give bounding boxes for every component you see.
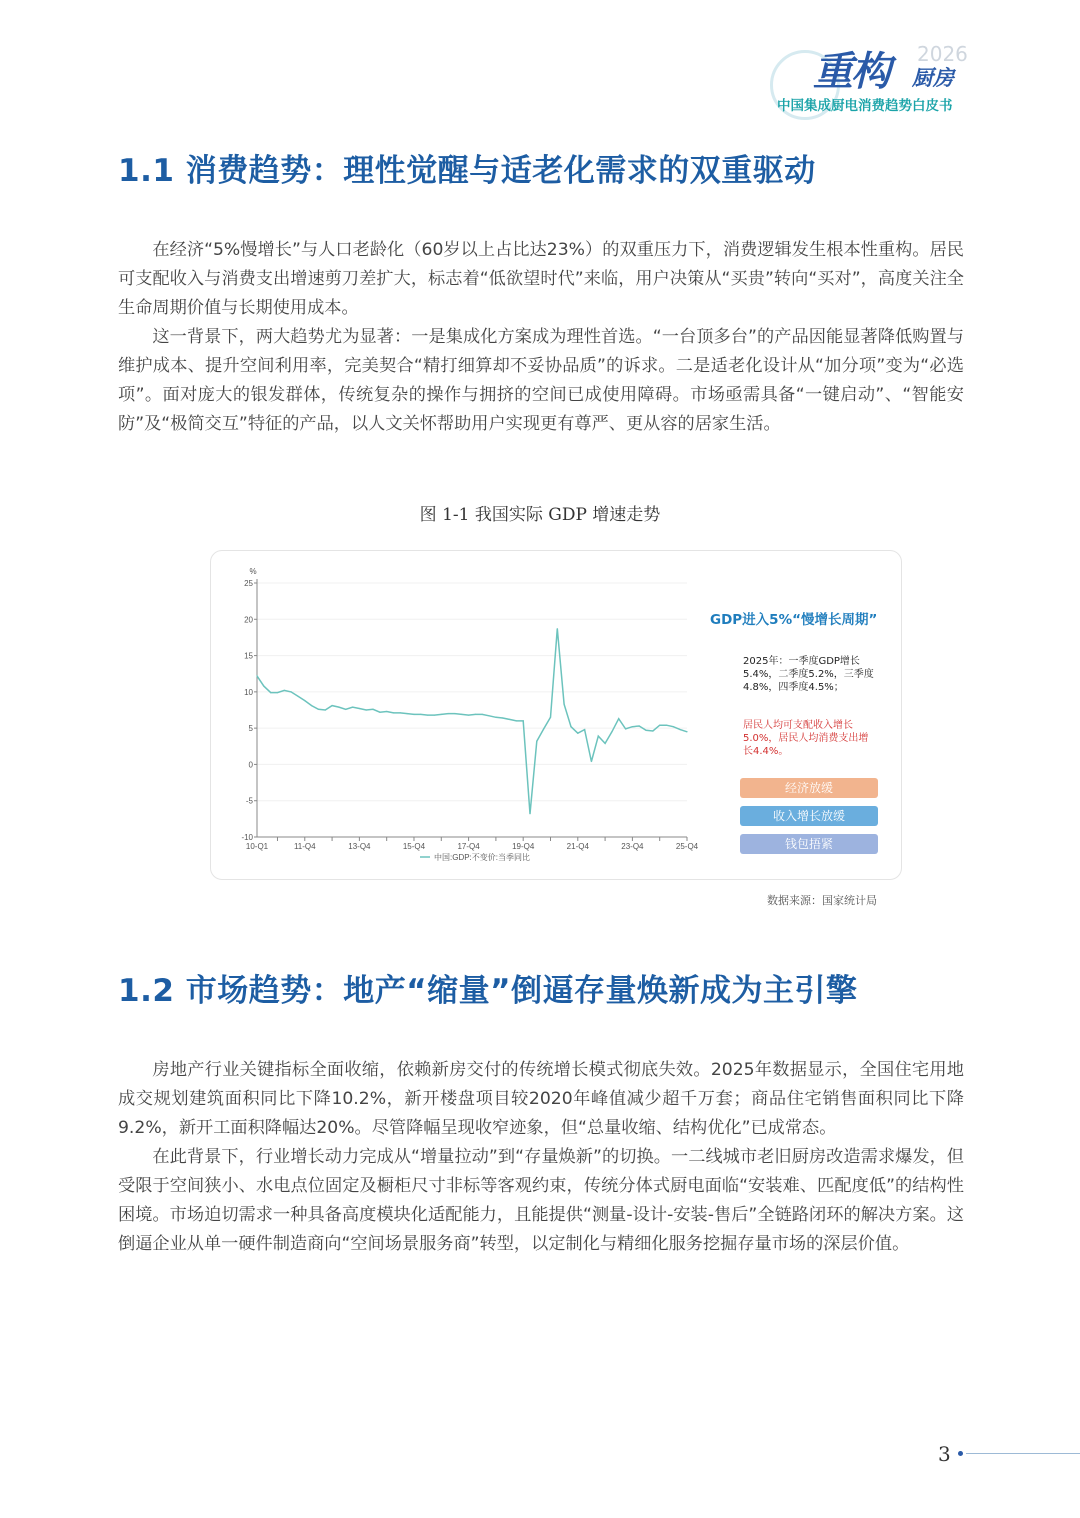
x-tick-label: 25-Q4 — [675, 842, 699, 851]
logo-title-small: 厨房 — [912, 66, 954, 90]
data-point — [345, 709, 346, 710]
data-point — [427, 714, 428, 715]
page-footer-line — [966, 1453, 1080, 1454]
data-point — [488, 715, 489, 716]
x-tick-label: 15-Q4 — [402, 842, 426, 851]
data-source: 数据来源：国家统计局 — [767, 894, 877, 907]
gdp-series-line — [257, 629, 687, 814]
data-point — [454, 713, 455, 714]
x-tick-label: 21-Q4 — [566, 842, 589, 851]
data-point — [618, 718, 619, 719]
data-point — [291, 691, 292, 692]
section-heading-1-1: 1.1 消费趋势：理性觉醒与适老化需求的双重驱动 — [118, 153, 816, 189]
data-point — [495, 717, 496, 718]
data-point — [639, 725, 640, 726]
data-point — [543, 728, 544, 729]
data-point — [441, 714, 442, 715]
data-point — [570, 726, 571, 727]
paragraph: 在此背景下，行业增长动力完成从“增量拉动”到“存量焕新”的切换。一二线城市老旧厨房改造需求爆发，但受限于空间狭小、水电点位固定及橱柜尺寸非标等客观约束，传统分体式厨电面临“安装难、匹配度低”的结构性困境。市场迫切需求一种具备高度模块化适配能力，且能提供“测量-设计-安装-售后”全链路闭环的解决方案。这倒逼企业从单一硬件制造商向“空间场景服务商”转型，以定制化与精细化服务挖掘存量市场的深层价值。 — [118, 1147, 964, 1254]
data-point — [502, 717, 503, 718]
data-point — [448, 713, 449, 714]
data-point — [338, 706, 339, 707]
x-tick-label: 11-Q4 — [293, 842, 316, 851]
logo-title: 重构 — [813, 49, 889, 95]
data-point — [331, 705, 332, 706]
data-point — [284, 690, 285, 691]
data-point — [584, 729, 585, 730]
data-point — [536, 741, 537, 742]
gdp-2025-note: 2025年：一季度GDP增长5.4%，二季度5.2%，三季度4.8%，四季度4.5%； — [743, 656, 874, 693]
data-point — [625, 728, 626, 729]
paragraph: 在经济“5%慢增长”与人口老龄化（60岁以上占比达23%）的双重压力下，消费逻辑发生根本性重构。居民可支配收入与消费支出增速剪刀差扩大，标志着“低欲望时代”来临，用户决策从“买贵”转向“买对”，高度关注全生命周期价值与长期使用成本。 — [118, 240, 964, 318]
section-heading-1-2: 1.2 市场趋势：地产“缩量”倒逼存量焕新成为主引擎 — [118, 973, 858, 1009]
data-point — [311, 705, 312, 706]
data-point — [680, 729, 681, 730]
data-point — [475, 714, 476, 715]
data-point — [400, 712, 401, 713]
paragraph: 这一背景下，两大趋势尤为显著：一是集成化方案成为理性首选。“一台顶多台”的产品因能显著降低购置与维护成本、提升空间利用率，完美契合“精打细算却不妥协品质”的诉求。二是适老化设计从“加分项”变为“必选项”。面对庞大的银发群体，传统复杂的操作与拥挤的空间已成使用障碍。市场亟需具备“一键启动”、“智能安防”及“极简交互”特征的产品，以人文关怀帮助用户实现更有尊严、更从容的居家生活。 — [118, 327, 964, 434]
data-point — [482, 714, 483, 715]
data-point — [598, 736, 599, 737]
data-point — [509, 719, 510, 720]
income-note: 居民人均可支配收入增长5.0%，居民人均消费支出增长4.4%。 — [743, 720, 869, 757]
data-point — [529, 813, 530, 814]
y-tick-label: 20 — [244, 615, 253, 625]
data-point — [673, 726, 674, 727]
data-point — [325, 709, 326, 710]
figure-title: 图 1-1 我国实际 GDP 增速走势 — [419, 505, 661, 525]
data-point — [666, 725, 667, 726]
y-tick-label: -10 — [241, 833, 253, 842]
logo-year: 2026 — [917, 42, 968, 66]
data-point — [659, 725, 660, 726]
data-point — [372, 709, 373, 710]
data-point — [277, 692, 278, 693]
data-point — [393, 712, 394, 713]
data-point — [359, 708, 360, 709]
data-point — [366, 709, 367, 710]
legend-label: 中国:GDP:不变价:当季同比 — [434, 853, 531, 862]
section-1-2-body — [118, 1056, 964, 1259]
x-tick-label: 19-Q4 — [512, 842, 535, 851]
data-point — [564, 704, 565, 705]
y-tick-label: 15 — [244, 651, 253, 661]
y-tick-label: -5 — [245, 796, 253, 806]
logo-subtitle: 中国集成厨电消费趋势白皮书 — [777, 98, 953, 114]
data-point — [386, 711, 387, 712]
data-point — [591, 761, 592, 762]
tag-economy-slowdown: 经济放缓 — [740, 778, 878, 798]
data-point — [468, 714, 469, 715]
data-point — [263, 685, 264, 686]
data-point — [352, 706, 353, 707]
chart-panel-title: GDP进入5%“慢增长周期” — [710, 612, 878, 628]
data-point — [523, 720, 524, 721]
tag-tight-wallet: 钱包捂紧 — [740, 834, 878, 854]
y-axis-unit: % — [249, 567, 257, 576]
data-point — [256, 675, 257, 676]
page-number: 3 — [938, 1442, 951, 1466]
data-point — [318, 709, 319, 710]
y-tick-label: 25 — [244, 579, 253, 588]
x-tick-label: 23-Q4 — [621, 842, 644, 851]
page-dot — [958, 1451, 963, 1456]
data-point — [577, 733, 578, 734]
data-point — [461, 714, 462, 715]
data-point — [407, 713, 408, 714]
data-point — [686, 731, 687, 732]
data-point — [413, 714, 414, 715]
paragraph: 房地产行业关键指标全面收缩，依赖新房交付的传统增长模式彻底失效。2025年数据显示，全国住宅用地成交规划建筑面积同比下降10.2%，新开楼盘项目较2020年峰值减少超千万套；商品住宅销售面积同比下降9.2%，新开工面积降幅达20%。尽管降幅呈现收窄迹象，但“总量收缩、结构优化”已成常态。 — [118, 1060, 964, 1138]
y-tick-label: 10 — [244, 687, 253, 697]
data-point — [270, 692, 271, 693]
y-tick-label: 0 — [248, 760, 253, 770]
data-point — [379, 712, 380, 713]
data-point — [557, 628, 558, 629]
x-tick-label: 10-Q1 — [245, 842, 269, 851]
data-point — [652, 730, 653, 731]
x-tick-label: 17-Q4 — [457, 842, 480, 851]
data-point — [516, 720, 517, 721]
data-point — [304, 700, 305, 701]
data-point — [604, 743, 605, 744]
data-point — [434, 714, 435, 715]
data-point — [632, 726, 633, 727]
data-point — [611, 731, 612, 732]
data-point — [420, 714, 421, 715]
data-point — [550, 717, 551, 718]
tag-income-slowdown: 收入增长放缓 — [740, 806, 878, 826]
y-tick-label: 5 — [248, 724, 253, 734]
x-tick-label: 13-Q4 — [348, 842, 371, 851]
data-point — [645, 730, 646, 731]
data-point — [297, 696, 298, 697]
